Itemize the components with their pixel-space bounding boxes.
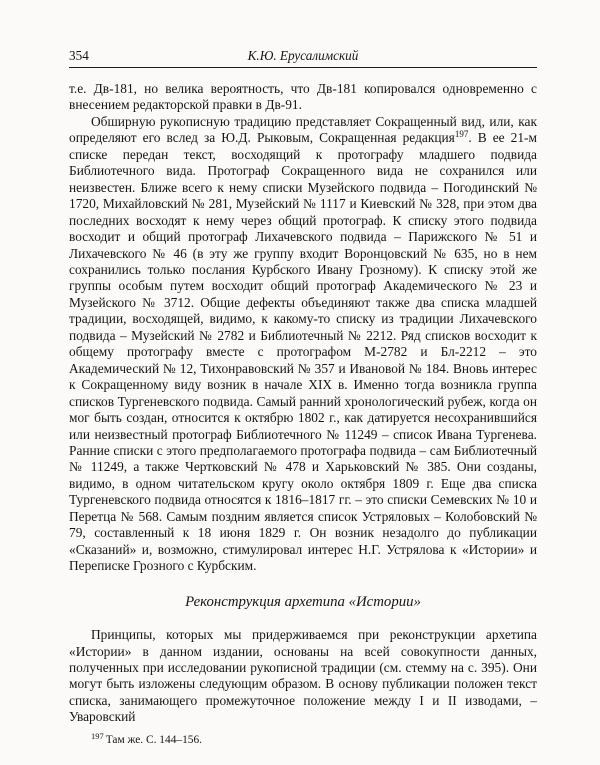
section-heading: Реконструкция архетипа «Истории» [185,593,421,610]
page-header [69,47,537,64]
header-rule [69,67,537,68]
footnote-text: Там же. С. 144–156. [105,734,203,746]
paragraph-continuation: т.е. Дв-181, но велика вероятность, что Дв-181 копировался одновременно с внесением редакторской правки в Дв-91. [69,81,537,113]
paragraph-main-text-continued: . В ее 21-м списке передан текст, восходящий к протографу младшего подвида Библиотечного вида. Протограф Сокращенного вида не сохранился или неизвестен. Ближе всего к нему списки Музейского подвида – Погодинский № 1720, Михайловский № 281, Музейский № 1117 и Киевский № 328, при этом два последних восходят к нему через общий протограф. К списку этого подвида восходит и общий протограф Лихачевского подвида – Парижского № 51 и Лихачевского № 46 (в эту же группу входит Воронцовский № 635, но в нем сохранились только послания Курбского Ивану Грозному). К списку этой же группы особым путем восходит общий протограф Академического № 23 и Музейского № 3712. Общие дефекты объединяют также два списка младшей традиции, восходящей, видимо, к какому-то списку из традиции Лихачевского подвида – Музейский № 2782 и Библиотечный № 2212. Ряд списков восходит к общему протографу вместе с протографом М-2782 и Бл-2212 – это Академический № 12, Тихонравовский № 357 и Ивановой № 184. Вновь интерес к Сокращенному виду возник в начале XIX в. Именно тогда возникла группа списков Тургеневского подвида. Самый ранний хронологический рубеж, когда он мог быть создан, относится к октябрю 1802 г., как датируется несохранившийся или неизвестный протограф Библиотечного № 11249 – список Ивана Тургенева. Ранние списки с этого предполагаемого протографа подвида – сам Библиотечный № 11249, а также Чертковский № 478 и Харьковский № 385. Они созданы, видимо, в одном читательском кругу около октября 1809 г. Еще два списка Тургеневского подвида относятся к 1816–1817 гг. – это списки Семевских № 10 и Перетца № 568. Самым поздним является список Устряловых – Колобовский № 79, составленный к 18 июня 1829 г. Он возник незадолго до публикации «Сказаний» и, возможно, стимулировал интерес Н.Г. Устрялова к «Истории» и Переписке Грозного с Курбским. [69,130,537,574]
page-body [69,81,537,726]
running-head: К.Ю. Ерусалимский [247,48,359,63]
footnote-area [69,733,537,747]
paragraph-principles: Принципы, которых мы придерживаемся при реконструкции архетипа «Истории» в данном издании, основаны на всей совокупности данных, полученных при исследовании рукописной традиции (см. стемму на с. 395). Они могут быть изложены следующим образом. В основу публикации положен текст списка, занимающего промежуточное положение между I и II изводами, – Уваровский [69,627,537,725]
footnote-reference: 197 [454,129,469,140]
footnote [69,733,537,747]
paragraph-main-text: Обширную рукописную традицию представляет Сокращенный вид, или, как определяют его вслед за Ю.Д. Рыковым, Сокращенная редакция [69,113,537,146]
footnote-marker: 197 [91,731,104,741]
page-number: 354 [69,48,89,63]
paragraph-main [69,114,537,575]
